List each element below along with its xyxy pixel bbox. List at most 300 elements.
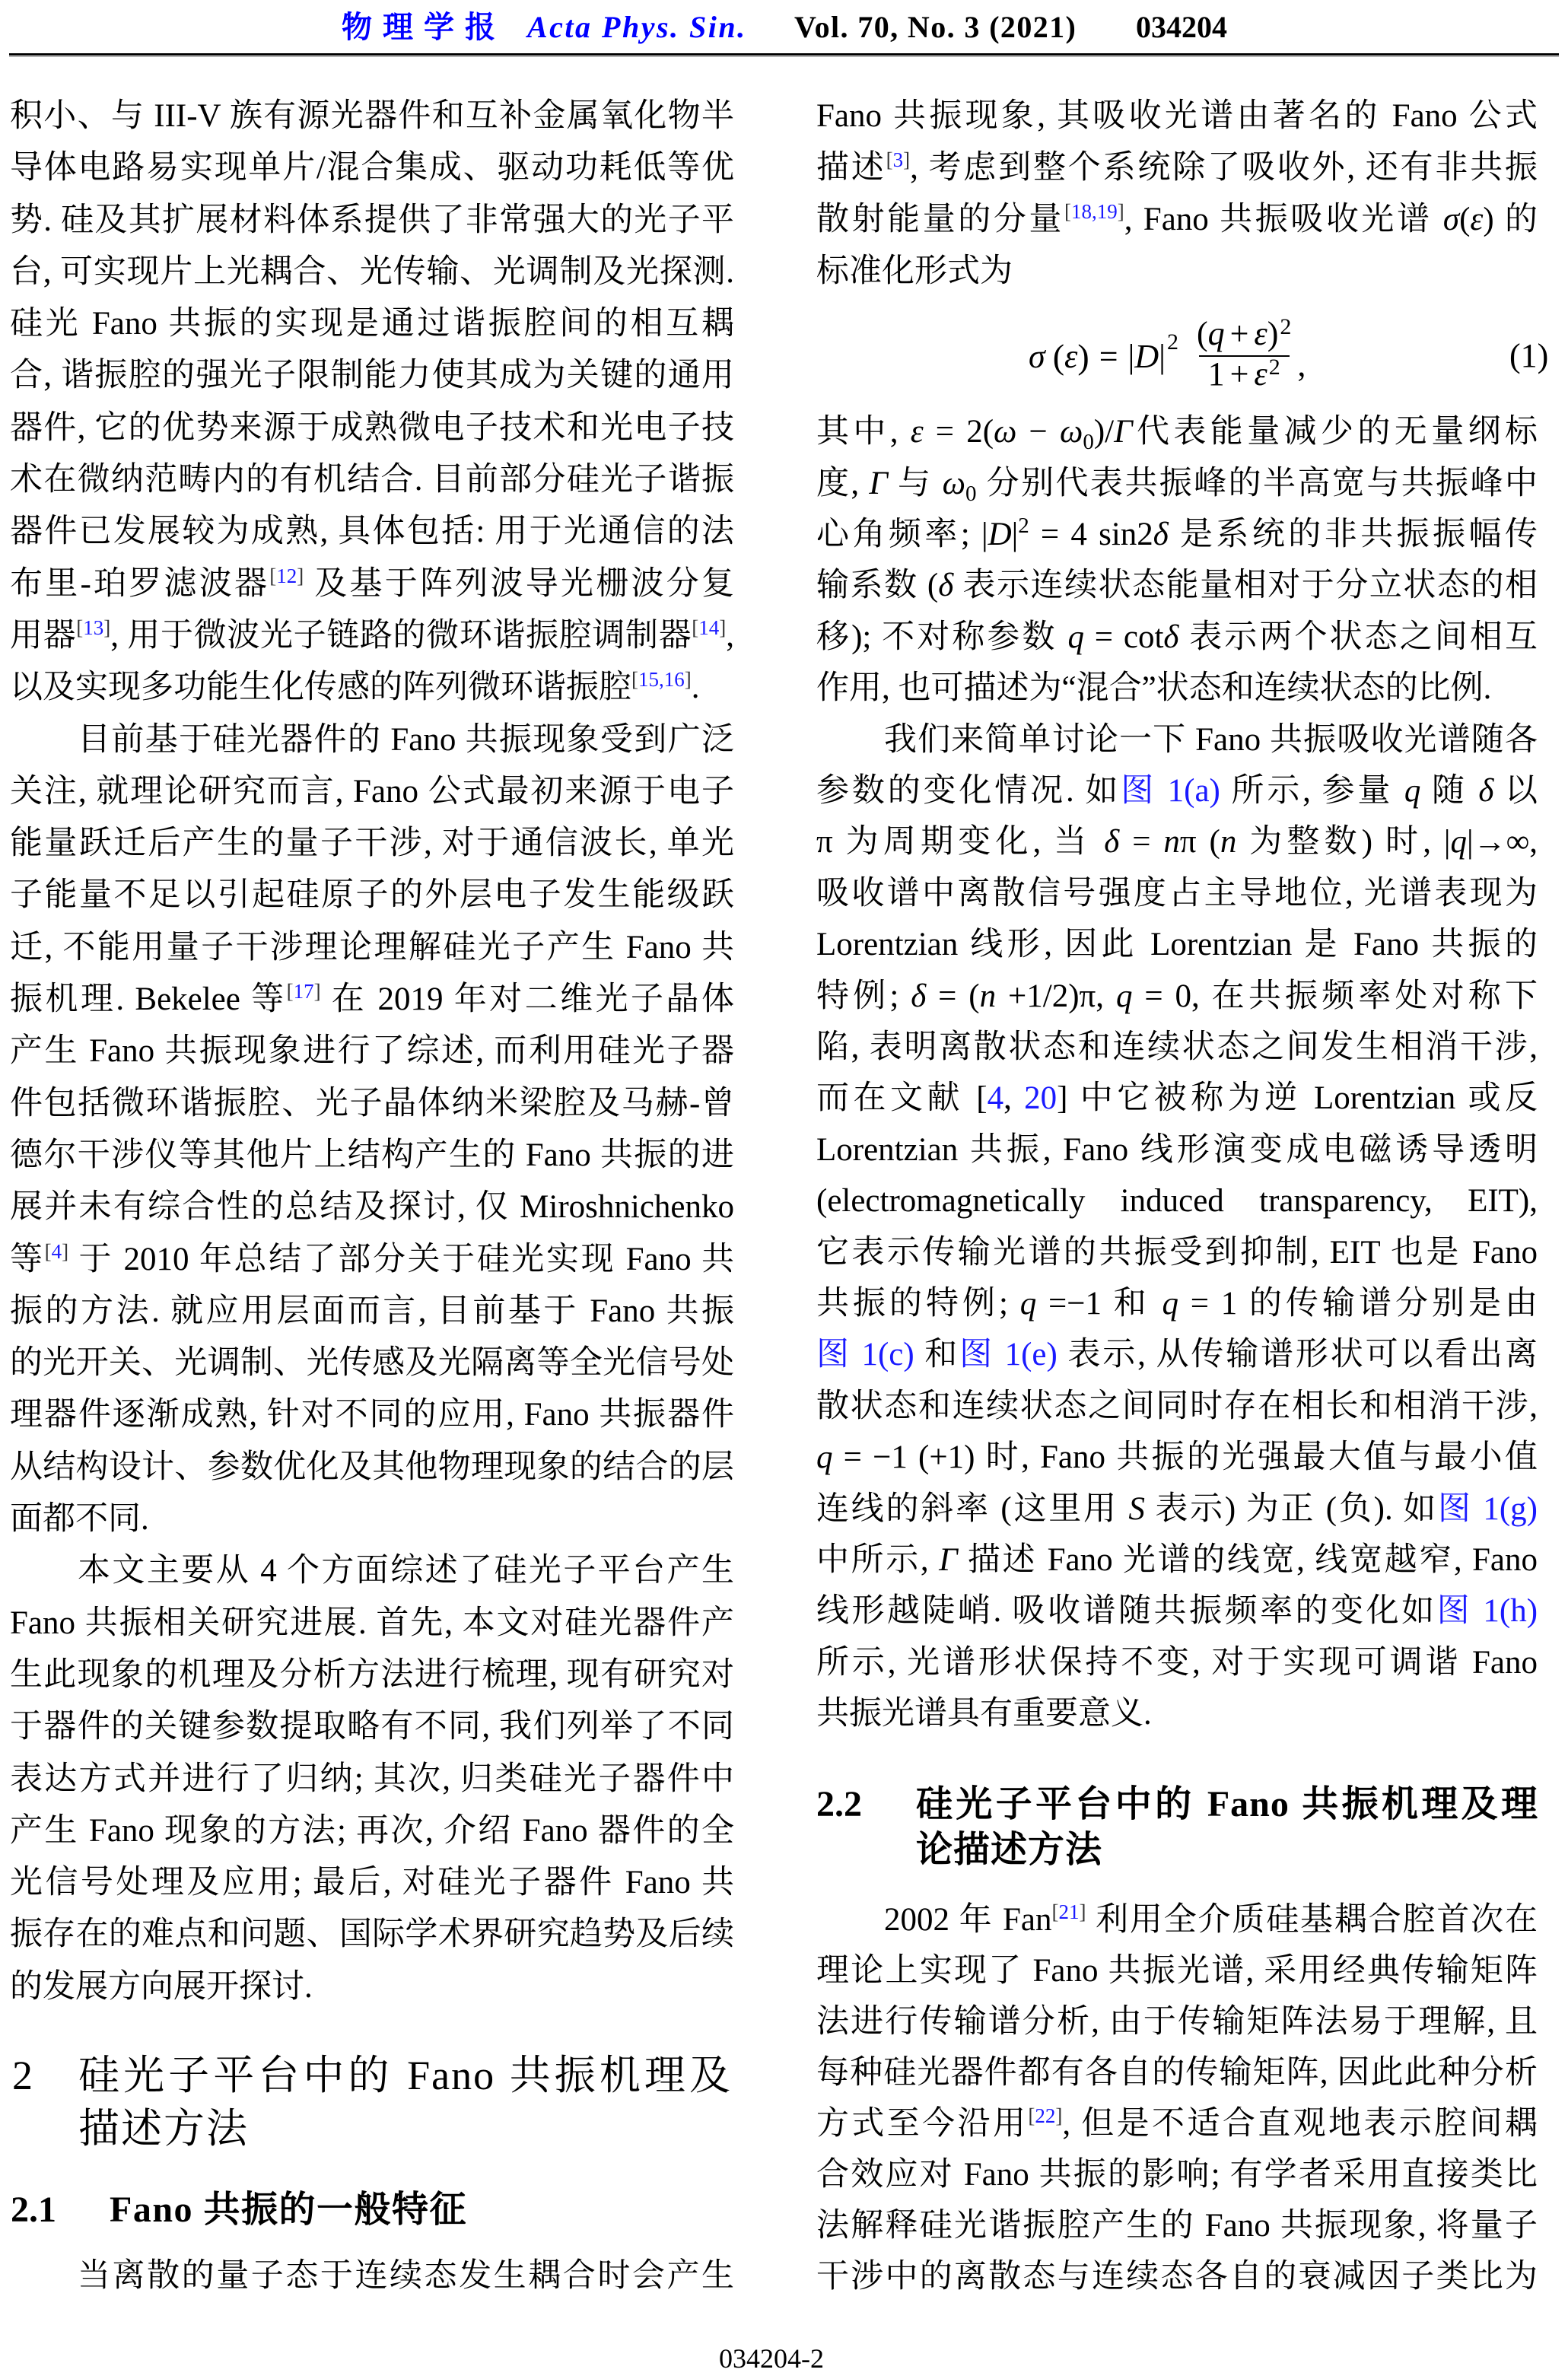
math-variable: ε: [910, 414, 924, 450]
text-line: [10, 350, 734, 402]
text-run: 随: [1420, 773, 1479, 809]
math-variable: δ: [911, 978, 927, 1014]
citation-link[interactable]: 22: [1035, 2104, 1056, 2127]
text-line: [816, 560, 1538, 611]
text-run: 台, 可实现片上光耦合、光传输、光调制及光探测.: [10, 253, 734, 290]
text-line: [816, 406, 1538, 457]
citation: [692, 616, 726, 639]
citation-bracket: [: [286, 980, 294, 1003]
text-run: , 在共振频率处对称下: [1191, 978, 1538, 1014]
text-line: [10, 402, 734, 454]
text-run: 硅光 Fano 共振的实现是通过谐振腔间的相互耦: [10, 306, 734, 342]
subsection-title-line: 论描述方法: [916, 1830, 1103, 1870]
text-line: [10, 558, 734, 610]
math-variable: ε: [1470, 202, 1484, 237]
math-expression: π: [1179, 824, 1197, 860]
text-line: [10, 246, 734, 298]
equation-1: [1029, 314, 1306, 393]
text-run: 件包括微环谐振腔、光子晶体纳米梁腔及马赫-曾: [10, 1085, 734, 1121]
citation-link[interactable]: 14: [698, 615, 720, 639]
text-line: [816, 1329, 1538, 1380]
citation: [45, 1240, 69, 1263]
text-run: 所示, 参量: [1220, 773, 1404, 809]
header-rule-shadow: [9, 56, 1559, 57]
text-run: 输系数 (: [816, 568, 939, 604]
citation-link[interactable]: 13: [83, 615, 104, 639]
text-line: [10, 1754, 734, 1805]
text-run: 展并未有综合性的总结及探讨, 仅 Miroshnichenko: [10, 1189, 734, 1226]
text-run: , Fano 共振吸收光谱: [1124, 202, 1443, 237]
citation-bracket: [: [44, 1239, 52, 1263]
math-variable: σ: [1442, 202, 1460, 237]
text-line: [816, 1175, 1538, 1226]
text-line: [816, 1585, 1538, 1636]
math-variable: q: [1404, 773, 1421, 809]
text-line: [816, 612, 1538, 663]
left-column-body-continued: [10, 2250, 734, 2302]
citation-bracket: ]: [903, 148, 911, 171]
text-line: [10, 1389, 734, 1441]
text-run: ,: [1529, 824, 1538, 860]
text-run: 以: [1493, 773, 1538, 809]
eq-equals: =: [1099, 337, 1118, 375]
text-line: [816, 2200, 1538, 2251]
citation-bracket: [: [692, 615, 699, 639]
text-line: [10, 91, 734, 142]
cross-reference-link[interactable]: 图 1(e): [959, 1337, 1058, 1373]
cross-reference-link[interactable]: 图 1(h): [1436, 1593, 1538, 1630]
eq-epsilon: ε: [1064, 337, 1078, 375]
text-run: 于 2010 年总结了部分关于硅光实现 Fano 共: [68, 1241, 734, 1277]
text-line: [10, 1909, 734, 1961]
text-run: 散状态和连续状态之间同时存在相长和相消干涉,: [816, 1388, 1538, 1424]
text-run: , 考虑到整个系统除了吸收外, 还有非共振: [910, 150, 1538, 186]
text-line: [10, 454, 734, 506]
text-line: [10, 610, 734, 662]
math-expression: = 2(: [923, 414, 994, 450]
text-line: [816, 142, 1538, 194]
text-run: (: [1196, 824, 1220, 860]
header-rule: [9, 53, 1559, 56]
eq-sigma: σ: [1029, 337, 1045, 375]
text-run: 振机理. Bekelee 等: [10, 981, 287, 1018]
text-run: 而在文献 [: [816, 1080, 988, 1117]
text-run: 其中,: [816, 414, 911, 450]
text-run: ,: [726, 617, 734, 654]
text-run: 标准化形式为: [816, 253, 1013, 289]
eq-numerator: [1194, 316, 1294, 355]
text-run: 移); 不对称参数: [816, 619, 1068, 655]
text-line: [10, 870, 734, 921]
eq-paren: ): [1267, 315, 1279, 352]
citation-bracket: [: [631, 668, 638, 692]
text-run: 本文主要从 4 个方面综述了硅光子平台产生: [78, 1553, 734, 1589]
citation-bracket: ]: [103, 615, 111, 639]
math-variable: n: [1163, 824, 1180, 860]
text-run: 器件已发展较为成熟, 具体包括: 用于光通信的法: [10, 514, 734, 550]
text-line: [10, 1961, 734, 2013]
math-variable: Γ: [939, 1541, 958, 1578]
eq-denominator: [1199, 355, 1290, 396]
subscript: 0: [965, 481, 977, 506]
text-line: [816, 194, 1538, 246]
text-run: 陷, 表明离散状态和连续状态之间发生相消干涉,: [816, 1029, 1538, 1065]
math-variable: n: [1220, 824, 1237, 860]
text-run: 当离散的量子态于连续态发生耦合时会产生: [78, 2258, 734, 2294]
text-run: 生此现象的机理及分析方法进行梳理, 现有研究对: [10, 1656, 734, 1693]
text-run: 德尔干涉仪等其他片上结构产生的 Fano 共振的进: [10, 1137, 734, 1173]
math-variable: δ: [1163, 619, 1179, 655]
text-run: 和: [1101, 1285, 1162, 1321]
text-line: [816, 1073, 1538, 1124]
math-variable: ω: [942, 465, 965, 501]
math-variable: δ: [1478, 773, 1494, 809]
text-run: 以及实现多功能生化传感的阵列微环谐振腔: [10, 669, 631, 706]
text-run: 表达方式并进行了归纳; 其次, 归类硅光子器件中: [10, 1760, 734, 1797]
text-run: 表示) 为正 (负). 如: [1144, 1490, 1439, 1527]
text-run: π 为周期变化, 当: [816, 824, 1105, 860]
text-run: 布里-珀罗滤波器: [10, 565, 270, 602]
citation-link[interactable]: 3: [892, 148, 904, 171]
section-number: 2: [12, 2053, 33, 2098]
text-line: [10, 506, 734, 558]
text-line: [816, 1996, 1538, 2047]
math-expression: |: [1443, 824, 1451, 860]
text-run: 积小、与 III-V 族有源光器件和互补金属氧化物半: [10, 98, 734, 134]
text-line: [816, 1484, 1538, 1535]
text-run: 所示, 光谱形状保持不变, 对于实现可调谐 Fano: [816, 1644, 1538, 1681]
text-run: 为整数) 时,: [1236, 824, 1444, 860]
text-run: 产生 Fano 共振现象进行了综述, 而利用硅光子器: [10, 1033, 734, 1070]
eq-paren: ): [1077, 336, 1089, 376]
text-line: [816, 1688, 1538, 1739]
text-run: 共振的特例;: [816, 1285, 1020, 1321]
text-run: 线形越陡峭. 吸收谱随共振频率的变化如: [816, 1593, 1437, 1630]
text-line: [816, 246, 1538, 297]
text-run: 与: [887, 465, 943, 501]
text-line: [10, 1649, 734, 1701]
text-line: [816, 1278, 1538, 1329]
text-line: [816, 1894, 1538, 1945]
eq-q: q: [1207, 315, 1225, 352]
text-line: [816, 765, 1538, 816]
text-run: 是系统的非共振振幅传: [1168, 517, 1538, 553]
math-variable: q: [1115, 978, 1133, 1014]
math-expression: ): [1483, 202, 1494, 237]
text-run: 合, 谐振腔的强光子限制能力使其成为关键的通用: [10, 358, 734, 394]
text-line: [816, 458, 1538, 509]
text-line: [816, 1022, 1538, 1073]
text-run: Fano 共振相关研究进展. 首先, 本文对硅光器件产: [10, 1605, 734, 1641]
text-run: ] 中它被称为逆 Lorentzian 或反: [1057, 1080, 1538, 1117]
text-run: 和: [914, 1337, 960, 1373]
math-variable: δ: [1104, 824, 1120, 860]
text-run: 的: [1493, 202, 1538, 237]
text-run: 法进行传输谱分析, 由于传输矩阵法易于理解, 且: [816, 2003, 1538, 2040]
text-line: [10, 922, 734, 974]
eq-fraction: [1194, 316, 1294, 396]
text-run: 器件, 它的优势来源于成熟微电子技术和光电子技: [10, 409, 734, 446]
text-run: 的光开关、光调制、光传感及光隔离等全光信号处: [10, 1345, 734, 1382]
citation-link[interactable]: 15,16: [638, 668, 685, 692]
citation-bracket: ]: [297, 564, 304, 587]
text-run: 导体电路易实现单片/混合集成、驱动功耗低等优: [10, 150, 734, 186]
text-line: [10, 1234, 734, 1286]
text-line: [10, 714, 734, 766]
text-run: 目前基于硅光器件的 Fano 共振现象受到广泛: [78, 721, 734, 758]
citation-bracket: ]: [1079, 1900, 1086, 1923]
text-run: 在 2019 年对二维光子晶体: [320, 981, 734, 1018]
text-run: 产生 Fano 现象的方法; 再次, 介绍 Fano 器件的全: [10, 1812, 734, 1849]
citation-bracket: ]: [719, 615, 727, 639]
text-run: 的传输谱分别是由: [1237, 1285, 1538, 1321]
text-line: [816, 1535, 1538, 1585]
citation-link[interactable]: 4: [51, 1239, 62, 1263]
text-line: [816, 663, 1538, 714]
eq-plus: +: [1229, 355, 1249, 393]
eq-paren: (: [1196, 315, 1208, 352]
text-line: [816, 509, 1538, 560]
text-run: 我们来简单讨论一下 Fano 共振吸收光谱随各: [884, 721, 1538, 758]
math-variable: ω: [1059, 414, 1083, 450]
math-expression: |: [981, 517, 988, 553]
text-line: [816, 868, 1538, 919]
citation: [886, 148, 911, 171]
text-line: [10, 1701, 734, 1753]
citation-bracket: [: [1064, 200, 1071, 223]
text-run: 表示两个状态之间相互: [1178, 619, 1538, 655]
citation: [287, 980, 321, 1003]
text-run: .: [691, 669, 700, 706]
subscript: 0: [1083, 430, 1094, 455]
text-line: [816, 2047, 1538, 2098]
text-run: , 用于微波光子链路的微环谐振腔调制器: [110, 617, 692, 654]
text-run: 理器件逐渐成熟, 针对不同的应用, Fano 共振器件: [10, 1397, 734, 1433]
citation-bracket: ]: [1117, 200, 1124, 223]
text-line: [10, 1442, 734, 1493]
math-expression: = 0: [1132, 978, 1192, 1014]
eq-exponent: 2: [1268, 355, 1280, 380]
eq-abs-bar: |: [1127, 337, 1135, 375]
text-run: 从结构设计、参数优化及其他物理现象的结合的层: [10, 1449, 734, 1485]
text-run: 表示连续状态能量相对于分立状态的相: [953, 568, 1538, 604]
text-line: [10, 1026, 734, 1077]
text-line: [10, 1130, 734, 1182]
right-column-body: [816, 406, 1538, 1739]
math-expression: =−1: [1036, 1285, 1102, 1321]
text-line: [10, 1337, 734, 1389]
text-line: [816, 1381, 1538, 1432]
section-title-line: 硅光子平台中的 Fano 共振机理及: [78, 2053, 732, 2098]
text-line: [10, 662, 734, 714]
text-line: [10, 1493, 734, 1545]
eq-exponent: 2: [1166, 329, 1178, 355]
text-line: [816, 2149, 1538, 2200]
text-line: [10, 818, 734, 870]
cross-reference-link[interactable]: 20: [1024, 1080, 1058, 1117]
text-line: [10, 1805, 734, 1857]
superscript: 2: [1018, 514, 1029, 539]
cross-reference-link[interactable]: 4: [987, 1080, 1004, 1117]
text-line: [816, 1637, 1538, 1688]
text-run: 法解释硅光谐振腔产生的 Fano 共振现象, 将量子: [816, 2207, 1538, 2244]
eq-epsilon: ε: [1254, 355, 1267, 393]
math-expression: = (: [926, 978, 980, 1014]
text-run: 光信号处理及应用; 最后, 对硅光子器件 Fano 共: [10, 1865, 734, 1901]
text-line: [816, 816, 1538, 867]
subsection-number: 2.2: [816, 1784, 862, 1824]
right-column-body-top: [816, 91, 1538, 297]
math-expression: |→∞: [1466, 824, 1530, 860]
citation-link[interactable]: 17: [293, 980, 314, 1003]
math-variable: ω: [994, 414, 1017, 450]
text-run: 于器件的关键参数提取略有不同, 我们列举了不同: [10, 1709, 734, 1745]
citation-link[interactable]: 21: [1058, 1900, 1080, 1923]
math-expression: = cot: [1083, 619, 1164, 655]
text-run: 参数的变化情况. 如: [816, 773, 1121, 809]
eq-d: D: [1134, 337, 1159, 375]
text-line: [816, 1227, 1538, 1278]
text-run: , 但是不适合直观地表示腔间耦: [1062, 2105, 1538, 2142]
math-expression: =: [1119, 824, 1164, 860]
math-variable: Γ: [869, 465, 888, 501]
page-number: 034204-2: [719, 2343, 824, 2374]
math-expression: = 4 sin2: [1029, 517, 1153, 553]
text-line: [10, 1857, 734, 1909]
right-column-body-bottom: [816, 1894, 1538, 2302]
section-title: [78, 2049, 732, 2155]
eq-comma: ,: [1297, 345, 1306, 383]
text-line: [816, 1124, 1538, 1175]
section-title-line: 描述方法: [78, 2106, 249, 2152]
subsection-title: Fano 共振的一般特征: [110, 2190, 468, 2230]
text-run: Lorentzian 共振, Fano 线形演变成电磁诱导透明: [816, 1131, 1538, 1168]
text-run: 子能量不足以引起硅原子的外层电子发生能级跃: [10, 877, 734, 914]
eq-abs-bar: |: [1159, 337, 1166, 375]
volume-issue-year: Vol. 70, No. 3 (2021): [794, 10, 1077, 44]
math-expression: |: [1011, 517, 1019, 553]
math-variable: S: [1128, 1490, 1145, 1527]
math-variable: q: [1450, 824, 1467, 860]
text-line: [816, 1432, 1538, 1483]
text-run: 中所示,: [816, 1541, 940, 1578]
journal-name-english: Acta Phys. Sin.: [527, 10, 747, 44]
text-run: 作用, 也可描述为“混合”状态和连续状态的比例.: [816, 670, 1492, 707]
math-variable: n: [979, 978, 997, 1014]
text-run: 振的方法. 就应用层面而言, 目前基于 Fano 共振: [10, 1293, 734, 1329]
cross-reference-link[interactable]: 图 1(c): [816, 1337, 914, 1373]
math-variable: q: [1067, 619, 1084, 655]
math-variable: D: [988, 517, 1012, 553]
text-run: 迁, 不能用量子干涉理论理解硅光子产生 Fano 共: [10, 929, 734, 965]
text-line: [10, 1078, 734, 1130]
text-line: [10, 1545, 734, 1597]
text-run: 面都不同.: [10, 1501, 149, 1538]
text-run: 及基于阵列波导光栅波分复: [304, 565, 734, 602]
text-line: [10, 1182, 734, 1233]
citation-link[interactable]: 18,19: [1070, 200, 1118, 223]
text-run: ,: [1096, 978, 1116, 1014]
math-expression: −: [1016, 414, 1060, 450]
text-line: [816, 714, 1538, 765]
citation-bracket: [: [886, 148, 893, 171]
text-line: [10, 974, 734, 1026]
text-run: 合效应对 Fano 共振的影响; 有学者采用直接类比: [816, 2156, 1538, 2193]
citation-bracket: [: [1028, 2104, 1035, 2127]
text-run: 特例;: [816, 978, 911, 1014]
text-run: 分别代表共振峰的半高宽与共振峰中: [976, 465, 1538, 501]
text-run: 的发展方向展开探讨.: [10, 1968, 313, 2005]
math-variable: δ: [938, 568, 954, 604]
text-line: [10, 1286, 734, 1337]
text-run: 方式至今沿用: [816, 2105, 1029, 2142]
citation-bracket: ]: [684, 668, 692, 692]
math-variable: δ: [1153, 517, 1169, 553]
text-run: 利用全介质硅基耦合腔首次在: [1086, 1901, 1538, 1938]
article-number: 034204: [1136, 10, 1227, 44]
text-run: 等: [10, 1241, 45, 1277]
text-line: [816, 91, 1538, 142]
text-run: 振存在的难点和问题、国际学术界研究趋势及后续: [10, 1916, 734, 1953]
equation-number: (1): [1509, 337, 1549, 374]
text-run: 时, Fano 共振的光强最大值与最小值: [975, 1439, 1538, 1476]
citation-bracket: ]: [313, 980, 321, 1003]
math-variable: q: [1019, 1285, 1037, 1321]
text-line: [10, 2250, 734, 2302]
text-run: 它表示传输光谱的共振受到抑制, EIT 也是 Fano: [816, 1234, 1538, 1271]
subsection-title-line: 硅光子平台中的 Fano 共振机理及理: [916, 1784, 1538, 1824]
citation-link[interactable]: 12: [276, 564, 297, 587]
text-line: [10, 766, 734, 818]
text-line: [816, 2098, 1538, 2149]
cross-reference-link[interactable]: 图 1(g): [1438, 1490, 1538, 1527]
text-run: 描述 Fano 光谱的线宽, 线宽越窄, Fano: [957, 1541, 1538, 1578]
text-run: 用器: [10, 617, 77, 654]
citation: [76, 616, 110, 639]
text-run: Lorentzian 线形, 因此 Lorentzian 是 Fano 共振的: [816, 927, 1538, 963]
text-run: 理论上实现了 Fano 共振光谱, 采用经典传输矩阵: [816, 1952, 1538, 1989]
citation-bracket: [: [1051, 1900, 1059, 1923]
text-line: [10, 1598, 734, 1649]
citation-bracket: ]: [1055, 2104, 1063, 2127]
eq-exponent: 2: [1280, 314, 1292, 339]
citation: [269, 565, 304, 587]
math-variable: q: [816, 1439, 833, 1476]
citation: [631, 668, 692, 691]
subsection-number: 2.1: [11, 2190, 56, 2230]
citation-bracket: [: [76, 615, 84, 639]
text-line: [816, 1945, 1538, 1996]
cross-reference-link[interactable]: 图 1(a): [1121, 773, 1220, 809]
citation: [1064, 200, 1124, 223]
text-run: 度,: [816, 465, 870, 501]
eq-epsilon: ε: [1254, 315, 1267, 352]
subsection-title: [916, 1782, 1538, 1873]
text-run: 吸收谱中离散信号强度占主导地位, 光谱表现为: [816, 875, 1538, 911]
math-variable: Γ: [1114, 414, 1133, 450]
text-run: 术在微纳范畴内的有机结合. 目前部分硅光子谐振: [10, 462, 734, 498]
eq-plus: +: [1229, 315, 1249, 352]
text-run: 共振光谱具有重要意义.: [816, 1696, 1152, 1732]
text-line: [10, 195, 734, 246]
text-run: 连线的斜率 (这里用: [816, 1490, 1129, 1527]
math-expression: )/: [1093, 414, 1115, 450]
citation-bracket: ]: [62, 1239, 69, 1263]
eq-paren: (: [1052, 336, 1065, 376]
text-run: ,: [1003, 1080, 1025, 1117]
text-line: [10, 298, 734, 350]
eq-one: 1: [1207, 355, 1225, 393]
